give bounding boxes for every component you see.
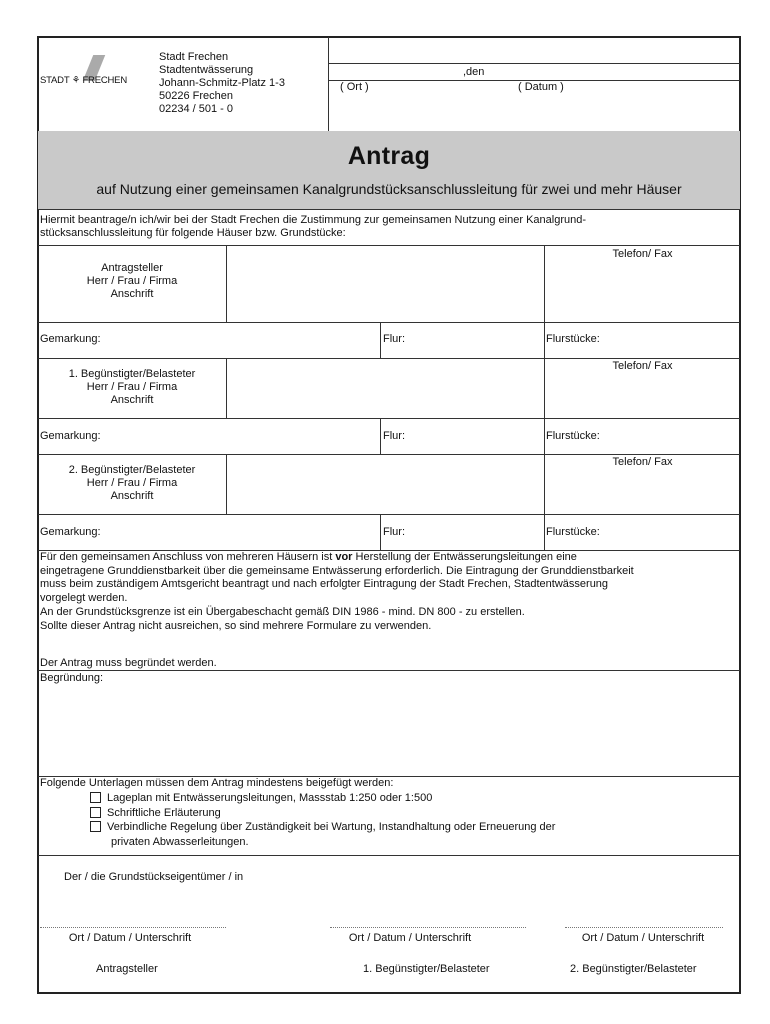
datum-field[interactable] [518, 81, 668, 95]
notice-text [40, 551, 740, 633]
notice-line: An der Grundstücksgrenze ist ein Übergabeschacht gemäß DIN 1986 - mind. DN 800 - zu erstellen. [40, 605, 525, 618]
applicant-label [38, 262, 226, 301]
unterlagen-intro: Folgende Unterlagen müssen dem Antrag mindestens beigefügt werden: [40, 777, 394, 789]
label-line: 1. Begünstigter/Belasteter [68, 368, 196, 380]
rule [380, 418, 381, 454]
rule [38, 514, 740, 515]
checklist-label: Schriftliche Erläuterung [107, 806, 221, 819]
label-line: Antragsteller [101, 262, 163, 274]
beneficiary1-flurstuecke-field[interactable] [612, 420, 738, 452]
rule [38, 855, 740, 856]
begruendet-note: Der Antrag muss begründet werden. [40, 657, 217, 669]
flurstuecke-label: Flurstücke: [546, 333, 600, 345]
label-line: Herr / Frau / Firma [86, 275, 178, 287]
beneficiary2-label [38, 464, 226, 503]
gemarkung-label: Gemarkung: [40, 333, 101, 345]
intro-line: Hiermit beantrage/n ich/wir bei der Stadt Frechen die Zustimmung zur gemeinsamen Nutzung einer Kanalgrund- [40, 214, 586, 226]
notice-line-end: Herstellung der Entwässerungsleitungen eine [352, 551, 577, 563]
rule [38, 670, 740, 671]
address-line: 02234 / 501 - 0 [159, 103, 234, 115]
unterlagen-checklist [90, 791, 555, 849]
label-line: Anschrift [110, 288, 154, 300]
applicant-name-address-field[interactable] [228, 247, 542, 320]
applicant-phone-field[interactable] [546, 262, 738, 320]
rule [38, 322, 740, 323]
gemarkung-label: Gemarkung: [40, 430, 101, 442]
notice-bold-word: vor [335, 551, 353, 563]
signature-line-applicant[interactable] [40, 927, 226, 928]
beneficiary1-phone-label: Telefon/ Fax [612, 360, 673, 372]
sender-address [159, 51, 285, 116]
applicant-flurstuecke-field[interactable] [612, 324, 738, 356]
flur-label: Flur: [383, 526, 405, 538]
beneficiary1-label [38, 368, 226, 407]
checklist-item [90, 806, 555, 821]
applicant-gemarkung-field[interactable] [110, 324, 378, 356]
party-beneficiary2: 2. Begünstigter/Belasteter [570, 963, 697, 975]
logo-text: STADT ⚘ FRECHEN [40, 75, 127, 86]
applicant-flur-field[interactable] [410, 324, 542, 356]
intro-text [40, 214, 586, 240]
beneficiary1-phone-field[interactable] [546, 374, 738, 416]
rule [38, 245, 740, 246]
checklist-item [90, 791, 555, 806]
notice-line: Sollte dieser Antrag nicht ausreichen, so sind mehrere Formulare zu verwenden. [40, 619, 432, 632]
begruendung-field[interactable] [40, 686, 738, 774]
notice-line: muss beim zuständigem Amtsgericht beantragt und nach erfolgter Eintragung der Stadt Frechen, Stadtentwässerung [40, 578, 609, 591]
rule [544, 418, 545, 454]
label-line: Anschrift [110, 490, 154, 502]
title-bottom-rule [38, 209, 740, 210]
rule [226, 454, 227, 514]
beneficiary1-gemarkung-field[interactable] [110, 420, 378, 452]
beneficiary2-phone-label: Telefon/ Fax [612, 456, 673, 468]
den-label: ,den [463, 66, 485, 78]
checklist-label: Lageplan mit Entwässerungsleitungen, Massstab 1:250 oder 1:500 [107, 792, 433, 804]
datum-label: ( Datum ) [518, 81, 564, 93]
checklist-label-continued: privaten Abwasserleitungen. [111, 835, 249, 848]
date-row-top [329, 63, 740, 64]
label-line: Herr / Frau / Firma [86, 381, 178, 393]
beneficiary2-flurstuecke-field[interactable] [612, 516, 738, 548]
label-line: Herr / Frau / Firma [86, 477, 178, 489]
party-applicant: Antragsteller [96, 963, 158, 975]
notice-line-start: Für den gemeinsamen Anschluss von mehreren Häusern ist [40, 551, 336, 563]
address-line: Stadt Frechen [159, 51, 229, 63]
notice-line: eingetragene Grunddienstbarkeit über die gemeinsame Entwässerung erforderlich. Die Eintragung der Grunddienstbarkeit [40, 564, 634, 577]
signature-line-beneficiary2[interactable] [565, 927, 723, 928]
form-subtitle: auf Nutzung einer gemeinsamen Kanalgrundstücksanschlussleitung für zwei und mehr Häuser [96, 181, 682, 197]
rule [38, 454, 740, 455]
stadt-frechen-logo [40, 55, 148, 95]
flurstuecke-label: Flurstücke: [546, 430, 600, 442]
sig-caption: Ort / Datum / Unterschrift [581, 932, 705, 944]
beneficiary1-name-address-field[interactable] [228, 360, 542, 416]
label-line: 2. Begünstigter/Belasteter [68, 464, 196, 476]
erlaeuterung-checkbox[interactable] [90, 807, 101, 818]
form-title: Antrag [347, 142, 431, 170]
beneficiary2-flur-field[interactable] [410, 516, 542, 548]
ort-label: ( Ort ) [340, 81, 369, 93]
party-beneficiary1: 1. Begünstigter/Belasteter [363, 963, 490, 975]
rule [380, 322, 381, 358]
lageplan-checkbox[interactable] [90, 792, 101, 803]
rule [544, 322, 545, 358]
rule [380, 514, 381, 550]
rule [38, 418, 740, 419]
sig-caption: Ort / Datum / Unterschrift [348, 932, 472, 944]
gemarkung-label: Gemarkung: [40, 526, 101, 538]
notice-line [40, 551, 740, 565]
rule [226, 245, 227, 322]
rule [38, 358, 740, 359]
label-line: Anschrift [110, 394, 154, 406]
begruendung-label: Begründung: [40, 672, 103, 684]
checklist-label: Verbindliche Regelung über Zuständigkeit bei Wartung, Instandhaltung oder Erneuerung der [107, 821, 556, 833]
rule [544, 514, 545, 550]
flurstuecke-label: Flurstücke: [546, 526, 600, 538]
flur-label: Flur: [383, 333, 405, 345]
regelung-checkbox[interactable] [90, 821, 101, 832]
checklist-item [90, 820, 555, 835]
beneficiary2-phone-field[interactable] [546, 470, 738, 512]
beneficiary2-name-address-field[interactable] [228, 456, 542, 512]
beneficiary2-gemarkung-field[interactable] [110, 516, 378, 548]
owner-label: Der / die Grundstückseigentümer / in [64, 871, 244, 883]
ort-field[interactable] [340, 81, 530, 95]
notice-line: vorgelegt werden. [40, 592, 128, 605]
address-line: Johann-Schmitz-Platz 1-3 [159, 77, 285, 89]
applicant-phone-label: Telefon/ Fax [612, 248, 673, 260]
sig-caption: Ort / Datum / Unterschrift [68, 932, 192, 944]
intro-line: stücksanschlussleitung für folgende Häuser bzw. Grundstücke: [40, 227, 346, 239]
beneficiary1-flur-field[interactable] [410, 420, 542, 452]
address-line: 50226 Frechen [159, 90, 233, 102]
rule [226, 358, 227, 418]
address-line: Stadtentwässerung [159, 64, 254, 76]
flur-label: Flur: [383, 430, 405, 442]
signature-line-beneficiary1[interactable] [330, 927, 526, 928]
header-divider [328, 37, 329, 131]
